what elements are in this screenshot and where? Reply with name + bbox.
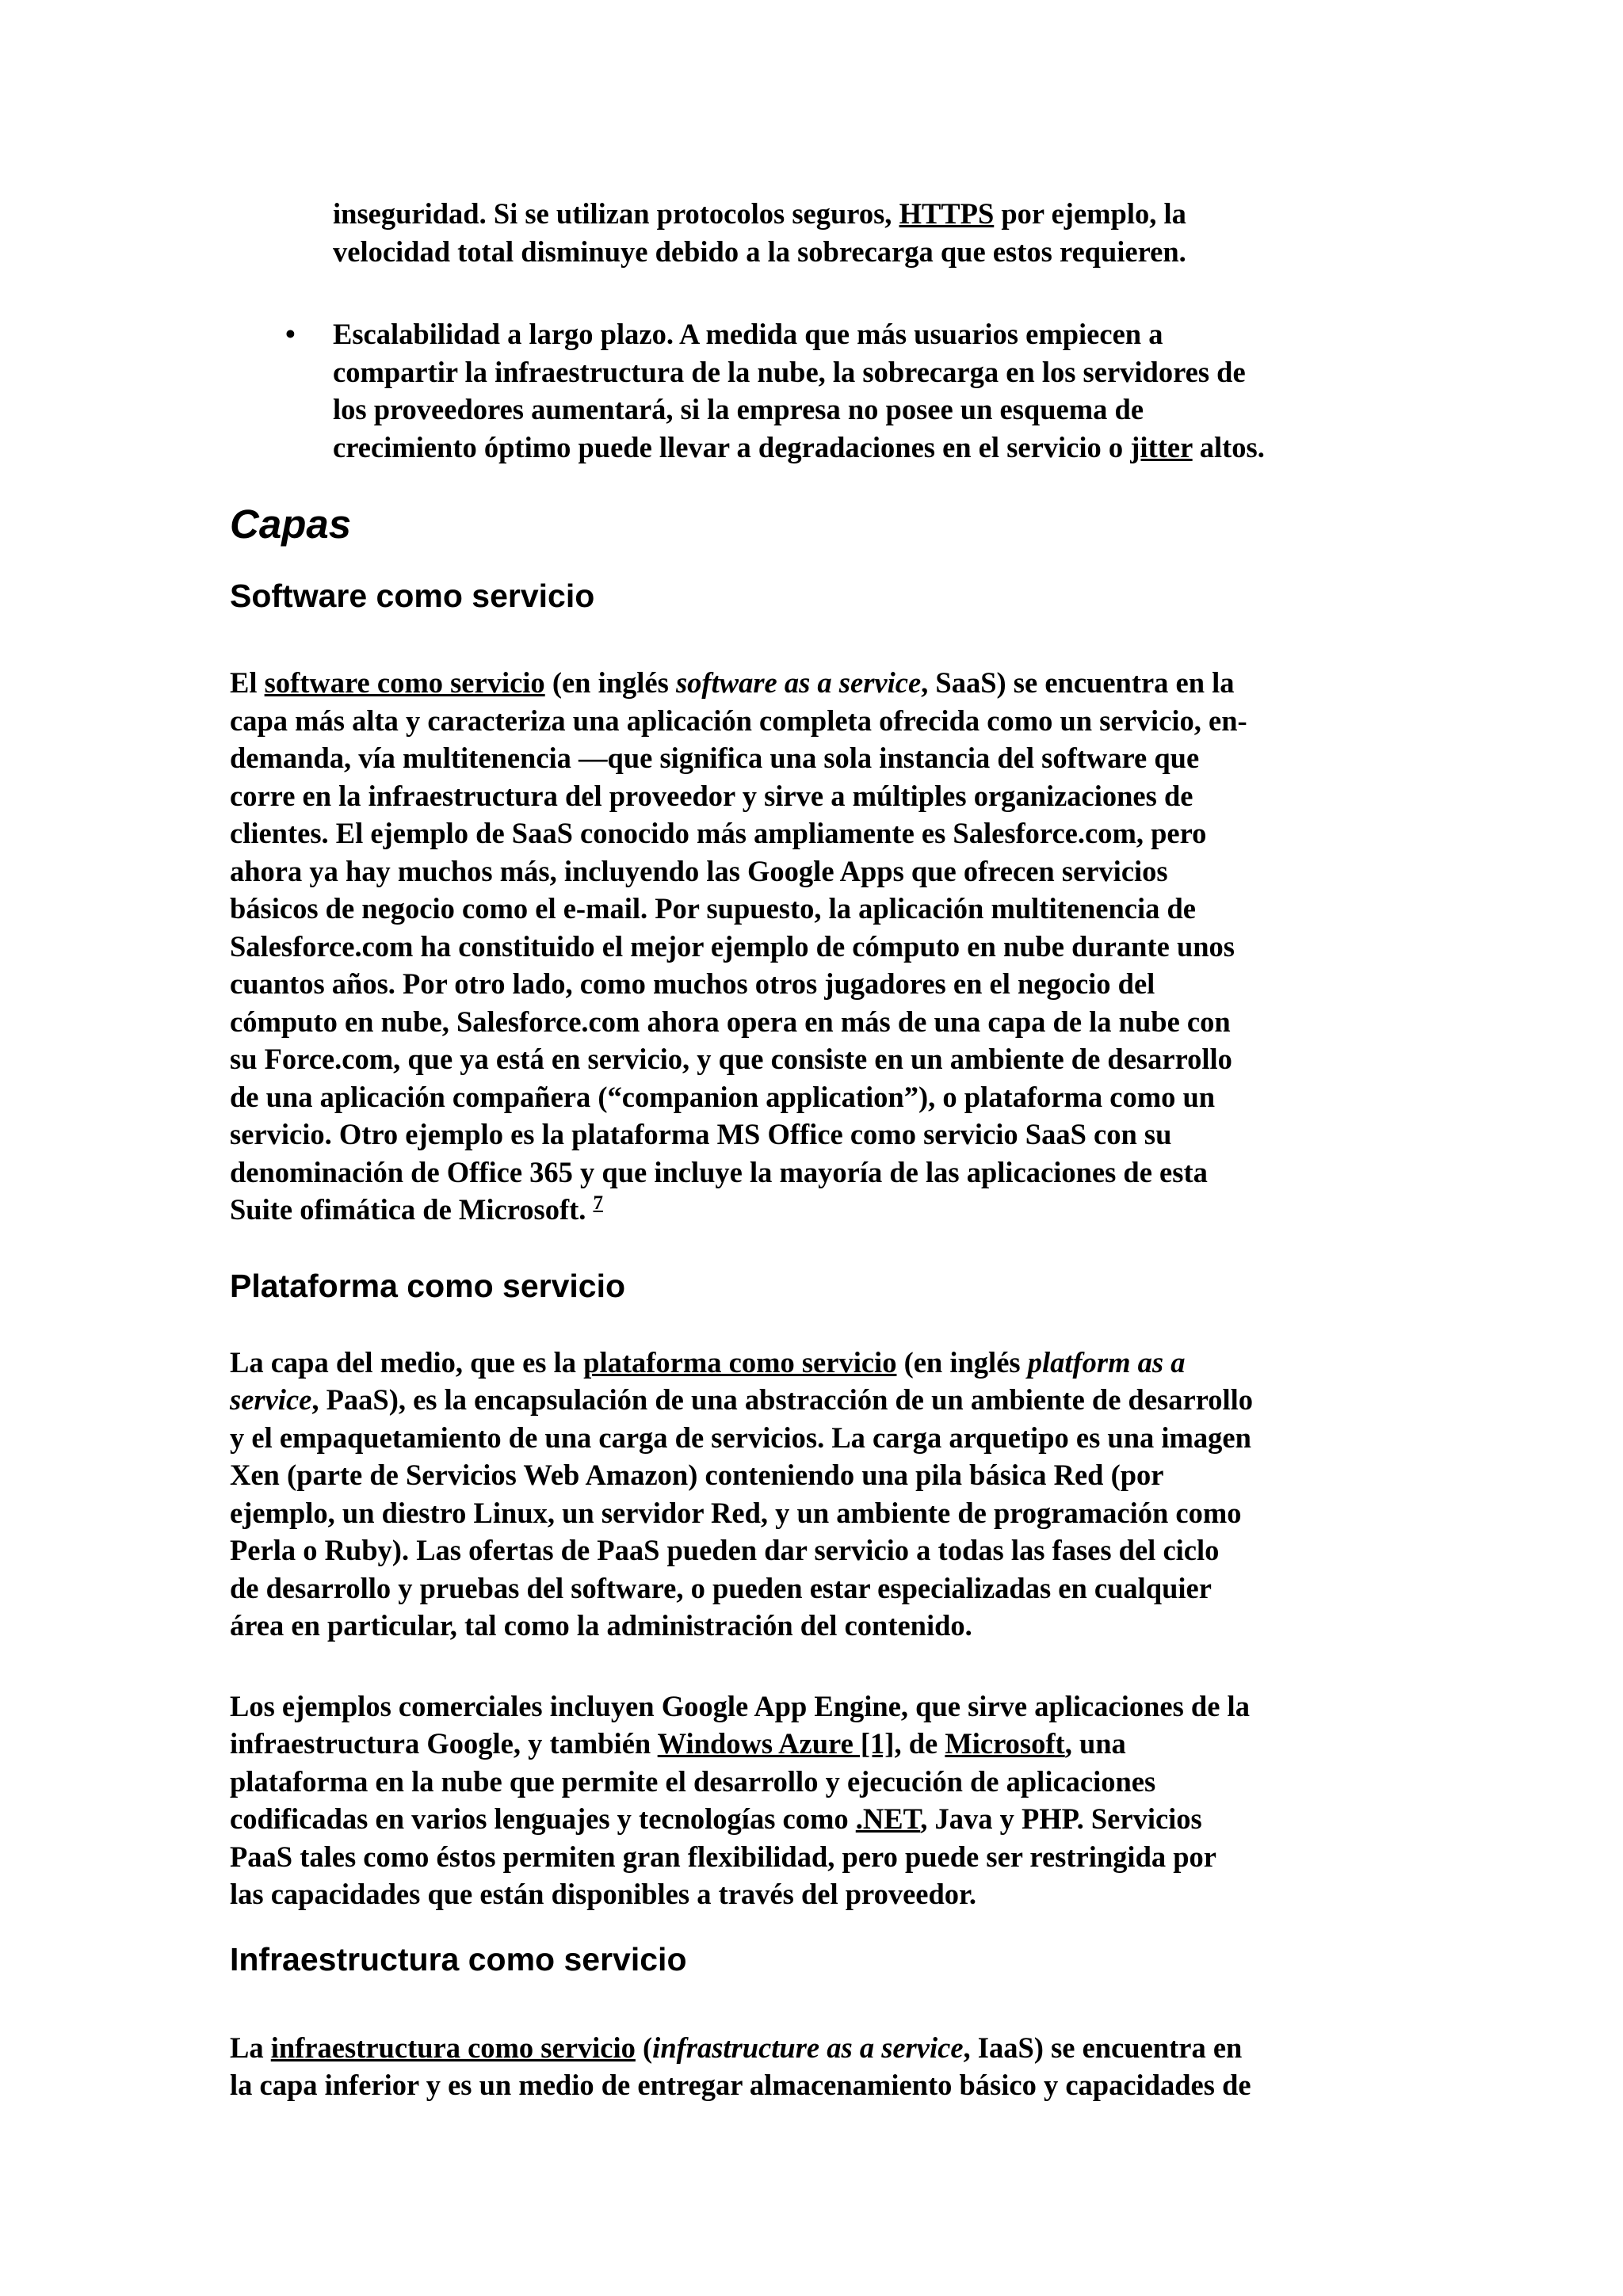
text-run: ( <box>635 2031 653 2064</box>
dotnet-link[interactable]: .NET <box>855 1802 921 1835</box>
text-run: corre en la infraestructura del proveedor y sirve a múltiples organizaciones de <box>230 779 1193 812</box>
text-run: velocidad total disminuye debido a la sobrecarga que estos requieren. <box>333 235 1186 268</box>
bullet-paragraph <box>333 315 1399 466</box>
text-run: , IaaS) se encuentra en <box>963 2031 1243 2064</box>
text-run: service <box>230 1383 312 1416</box>
text-run: la capa inferior y es un medio de entregar almacenamiento básico y capacidades de <box>230 2069 1251 2101</box>
text-run: crecimiento óptimo puede llevar a degradaciones en el servicio o <box>333 430 1131 463</box>
text-run: cuantos años. Por otro lado, como muchos otros jugadores en el negocio del <box>230 967 1155 1000</box>
windows-azure-link[interactable]: Windows Azure [1] <box>657 1727 895 1760</box>
text-run: servicio. Otro ejemplo es la plataforma MS Office como servicio SaaS con su <box>230 1118 1172 1150</box>
bullet-list-item <box>230 315 1399 466</box>
text-run: Escalabilidad a largo plazo. A medida que más usuarios empiecen a <box>333 318 1163 350</box>
page-content <box>0 195 1623 2104</box>
text-run: por ejemplo, la <box>994 197 1186 230</box>
text-run: ahora ya hay muchos más, incluyendo las Google Apps que ofrecen servicios <box>230 854 1168 887</box>
text-run: , SaaS) se encuentra en la <box>921 666 1235 699</box>
footnote-7-link[interactable]: 7 <box>593 1192 604 1214</box>
text-run: las capacidades que están disponibles a través del proveedor. <box>230 1878 976 1910</box>
text-run: La <box>230 2031 271 2064</box>
https-link[interactable]: HTTPS <box>899 197 995 230</box>
text-run: , de <box>894 1727 945 1760</box>
saas-link[interactable]: software como servicio <box>264 666 545 699</box>
text-run: (en inglés <box>896 1345 1028 1379</box>
paas-link[interactable]: plataforma como servicio <box>583 1345 897 1379</box>
text-run: software as a service <box>675 666 922 699</box>
text-run: Salesforce.com ha constituido el mejor ejemplo de cómputo en nube durante unos <box>230 929 1235 963</box>
text-run: área en particular, tal como la administración del contenido. <box>230 1609 972 1642</box>
jitter-link[interactable]: jitter <box>1130 430 1193 463</box>
text-run: denominación de Office 365 y que incluye la mayoría de las aplicaciones de esta <box>230 1155 1208 1188</box>
saas-paragraph <box>230 664 1399 1233</box>
text-run: platform as a <box>1027 1345 1186 1379</box>
text-run: PaaS tales como éstos permiten gran flexibilidad, pero puede ser restringida por <box>230 1840 1216 1873</box>
section-heading-iaas: Infraestructura como servicio <box>230 1940 687 1978</box>
text-run: clientes. El ejemplo de SaaS conocido más ampliamente es Salesforce.com, pero <box>230 817 1207 849</box>
text-run: , PaaS), es la encapsulación de una abstracción de un ambiente de desarrollo <box>311 1383 1254 1416</box>
text-run: codificadas en varios lenguajes y tecnologías como <box>230 1802 856 1835</box>
text-run: cómputo en nube, Salesforce.com ahora opera en más de una capa de la nube con <box>230 1005 1231 1038</box>
text-run: La capa del medio, que es la <box>230 1345 584 1379</box>
paas-examples-paragraph <box>230 1688 1399 1913</box>
text-run: (en inglés <box>544 666 676 699</box>
text-run: capa más alta y caracteriza una aplicación completa ofrecida como un servicio, en- <box>230 704 1247 737</box>
section-heading-saas: Software como servicio <box>230 578 595 614</box>
text-run: infrastructure as a service <box>652 2031 964 2064</box>
text-run: , Java y PHP. Servicios <box>920 1802 1202 1835</box>
bullet-icon: • <box>285 318 296 350</box>
text-run: los proveedores aumentará, si la empresa no posee un esquema de <box>333 393 1144 425</box>
text-run: Perla o Ruby). Las ofertas de PaaS pueden dar servicio a todas las fases del ciclo <box>230 1534 1220 1566</box>
text-run: y el empaquetamiento de una carga de servicios. La carga arquetipo es una imagen <box>230 1421 1251 1454</box>
microsoft-link[interactable]: Microsoft <box>945 1727 1065 1760</box>
iaas-paragraph <box>230 2029 1399 2104</box>
text-run: su Force.com, que ya está en servicio, y que consiste en un ambiente de desarrollo <box>230 1043 1232 1075</box>
text-run: , una <box>1064 1727 1126 1760</box>
text-run: Suite ofimática de Microsoft. <box>230 1193 594 1226</box>
section-heading-paas: Plataforma como servicio <box>230 1267 626 1304</box>
iaas-link[interactable]: infraestructura como servicio <box>270 2031 636 2064</box>
text-run: de desarrollo y pruebas del software, o pueden estar especializadas en cualquier <box>230 1571 1212 1604</box>
paas-paragraph <box>230 1344 1399 1645</box>
text-run: demanda, vía multitenencia —que significa una sola instancia del software que <box>230 742 1200 774</box>
text-run: Los ejemplos comerciales incluyen Google App Engine, que sirve aplicaciones de la <box>230 1689 1250 1722</box>
text-run: de una aplicación compañera (“companion application”), o plataforma como un <box>230 1080 1216 1113</box>
text-run: básicos de negocio como el e-mail. Por supuesto, la aplicación multitenencia de <box>230 892 1196 925</box>
text-run: plataforma en la nube que permite el desarrollo y ejecución de aplicaciones <box>230 1764 1156 1798</box>
text-run: inseguridad. Si se utilizan protocolos seguros, <box>333 197 899 230</box>
text-run: infraestructura Google, y también <box>230 1727 658 1760</box>
text-run: El <box>230 666 265 699</box>
text-run: ejemplo, un diestro Linux, un servidor Red, y un ambiente de programación como <box>230 1496 1242 1529</box>
text-run: Xen (parte de Servicios Web Amazon) conteniendo una pila básica Red (por <box>230 1459 1164 1491</box>
text-run: altos. <box>1192 430 1265 463</box>
section-title-capas: Capas <box>230 502 352 547</box>
intro-continuation-paragraph <box>333 195 1399 270</box>
text-run: compartir la infraestructura de la nube, la sobrecarga en los servidores de <box>333 355 1246 388</box>
